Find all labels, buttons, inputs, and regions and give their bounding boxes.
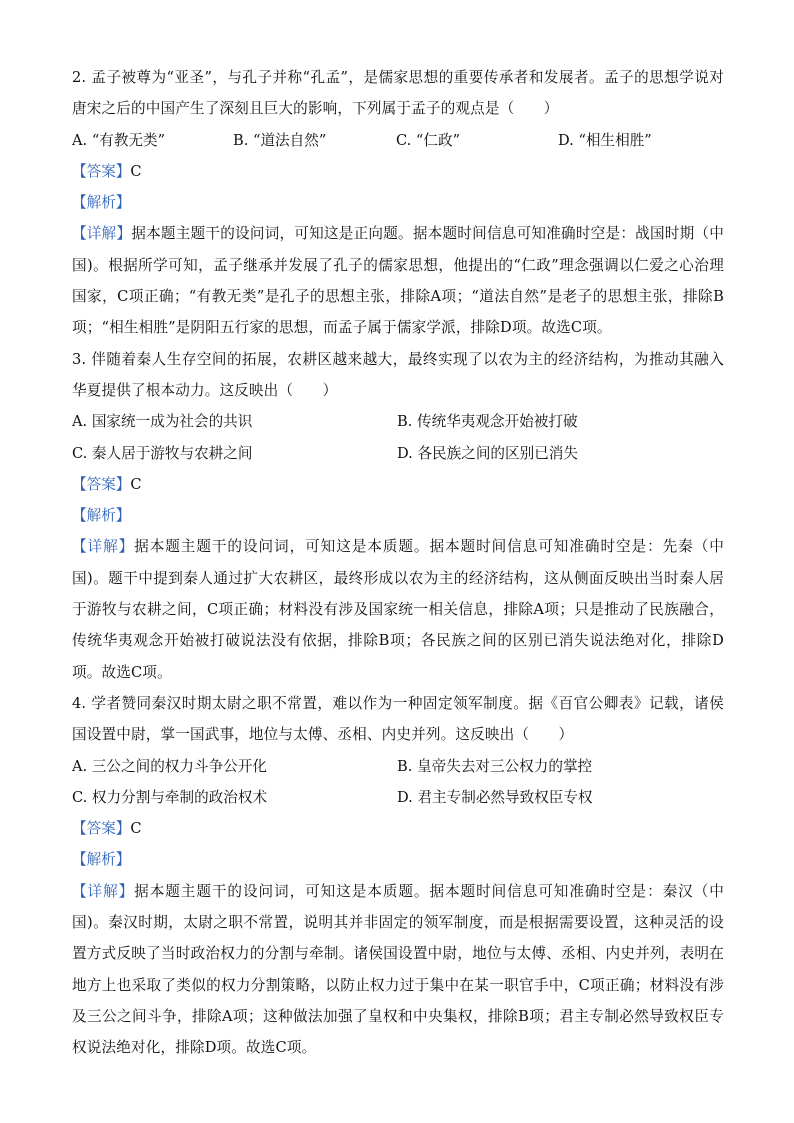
question-4 [72,688,724,1064]
answer-line [72,156,724,187]
question-3 [72,344,724,688]
answer-line [72,469,724,500]
detail-label: 【详解】 [72,538,135,556]
answer-value: C [130,820,142,838]
options-row [72,751,724,782]
option-a: A. 国家统一成为社会的共识 [72,413,253,431]
answer-value: C [130,475,142,493]
analysis-label: 【解析】 [72,851,131,869]
detail-label: 【详解】 [72,882,135,900]
detail-text: 据本题主题干的设问词，可知这是正向题。据本题时间信息可知准确时空是：战国时期（中国)。根据所学可知，孟子继承并发展了孔子的儒家思想，他提出的“仁政”理念强调以仁爱之心治理国家，C项正确；“有教无类”是孔子的思想主张，排除A项；“道法自然”是老子的思想主张，排除B项；“相生相胜”是阴阳五行家的思想，而孟子属于儒家学派，排除D项。故选C项。 [72,225,724,337]
detail-text: 据本题主题干的设问词，可知这是本质题。据本题时间信息可知准确时空是：秦汉（中国)。秦汉时期，太尉之职不常置，说明其并非固定的领军制度，而是根据需要设置，这种灵活的设置方式反映了当时政治权力的分割与牵制。诸侯国设置中尉，地位与太傅、丞相、内史并列，表明在地方上也采取了类似的权力分割策略，以防止权力过于集中在某一职官手中，C项正确；材料没有涉及三公之间斗争，排除A项；这种做法加强了皇权和中央集权，排除B项；君主专制必然导致权臣专权说法绝对化，排除D项。故选C项。 [72,882,724,1057]
option-b: B. “道法自然” [233,131,327,149]
option-b: B. 皇帝失去对三公权力的掌控 [397,757,593,775]
option-d: D. 各民族之间的区别已消失 [397,444,578,462]
option-b: B. 传统华夷观念开始被打破 [397,413,578,431]
detail-paragraph [72,876,724,1064]
option-c: C. “仁政” [396,131,461,149]
option-c: C. 权力分割与牵制的政治权术 [72,788,268,806]
option-a: A. “有教无类” [72,131,166,149]
detail-label: 【详解】 [72,225,132,243]
analysis-label: 【解析】 [72,194,131,212]
analysis-label: 【解析】 [72,507,131,525]
detail-paragraph [72,218,724,343]
option-c: C. 秦人居于游牧与农耕之间 [72,444,253,462]
question-2 [72,62,724,344]
answer-label: 【答案】 [72,820,131,838]
answer-line [72,813,724,844]
question-stem: 4. 学者赞同秦汉时期太尉之职不常置，难以作为一种固定领军制度。据《百官公卿表》记载，诸侯国设置中尉，掌一国武事，地位与太傅、丞相、内史并列。这反映出（ ） [72,694,724,744]
option-d: D. “相生相胜” [558,131,652,149]
question-stem: 2. 孟子被尊为“亚圣”，与孔子并称“孔孟”，是儒家思想的重要传承者和发展者。孟子的思想学说对唐宋之后的中国产生了深刻且巨大的影响，下列属于孟子的观点是（ ） [72,69,724,118]
option-d: D. 君主专制必然导致权臣专权 [397,788,593,806]
options-row [72,782,724,813]
options-row [72,406,724,437]
options-row [72,125,724,156]
answer-label: 【答案】 [72,162,131,180]
answer-label: 【答案】 [72,475,131,493]
answer-value: C [130,162,142,180]
detail-paragraph [72,531,724,687]
option-a: A. 三公之间的权力斗争公开化 [72,757,267,775]
document-content [72,62,724,1064]
options-row [72,438,724,469]
detail-text: 据本题主题干的设问词，可知这是本质题。据本题时间信息可知准确时空是：先秦（中国)。题干中提到秦人通过扩大农耕区，最终形成以农为主的经济结构，这从侧面反映出当时秦人居于游牧与农耕之间，C项正确；材料没有涉及国家统一相关信息，排除A项；只是推动了民族融合，传统华夷观念开始被打破说法没有依据，排除B项；各民族之间的区别已消失说法绝对化，排除D项。故选C项。 [72,538,724,681]
question-stem: 3. 伴随着秦人生存空间的拓展，农耕区越来越大，最终实现了以农为主的经济结构，为推动其融入华夏提供了根本动力。这反映出（ ） [72,350,724,399]
